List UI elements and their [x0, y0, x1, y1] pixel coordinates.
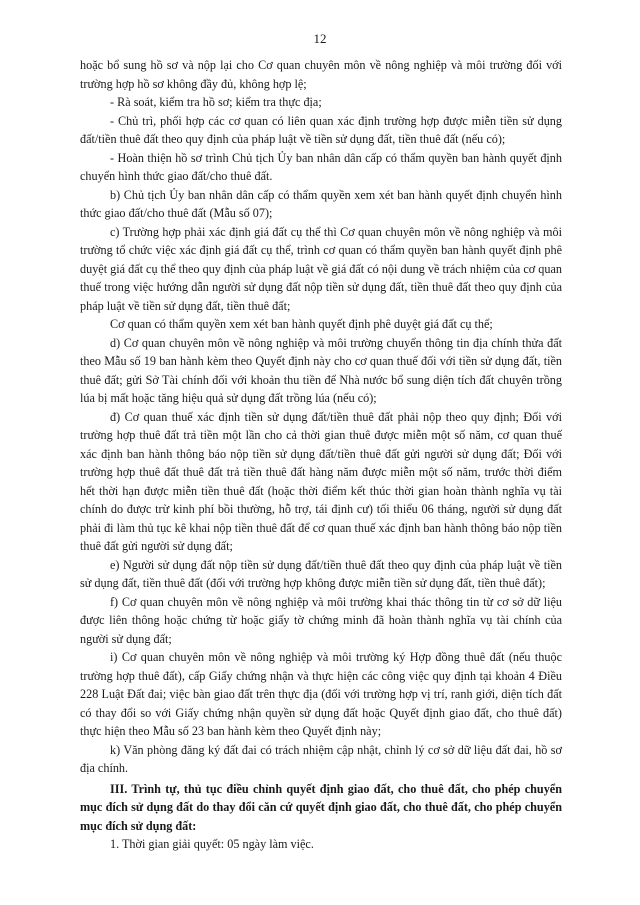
paragraph: hoặc bổ sung hồ sơ và nộp lại cho Cơ quan chuyên môn về nông nghiệp và môi trường đối với trường hợp hồ sơ không đầy đủ, không hợp lệ;	[80, 58, 562, 91]
document-body	[80, 56, 562, 854]
paragraph: k) Văn phòng đăng ký đất đai có trách nhiệm cập nhật, chỉnh lý cơ sở dữ liệu đất đai, hồ sơ địa chính.	[80, 742, 562, 775]
paragraph: b) Chủ tịch Ủy ban nhân dân cấp có thẩm quyền xem xét ban hành quyết định chuyển hình thức giao đất/cho thuê đất (Mẫu số 07);	[80, 187, 562, 220]
paragraph: f) Cơ quan chuyên môn về nông nghiệp và môi trường khai thác thông tin từ cơ sở dữ liệu được liên thông hoặc chứng từ hoặc giấy tờ chứng minh đã hoàn thành nghĩa vụ tài chính của người sử dụng đất;	[80, 594, 562, 646]
paragraph-list	[80, 56, 562, 778]
paragraph: Cơ quan có thẩm quyền xem xét ban hành quyết định phê duyệt giá đất cụ thể;	[110, 317, 493, 331]
paragraph: - Hoàn thiện hồ sơ trình Chủ tịch Ủy ban nhân dân cấp có thẩm quyền ban hành quyết định chuyển hình thức giao đất/cho thuê đất.	[80, 150, 562, 183]
paragraph: - Chủ trì, phối hợp các cơ quan có liên quan xác định trường hợp được miễn tiền sử dụng đất/tiền thuê đất theo quy định của pháp luật về tiền sử dụng đất, tiền thuê đất (nếu có);	[80, 113, 562, 146]
section-heading: III. Trình tự, thủ tục điều chỉnh quyết định giao đất, cho thuê đất, cho phép chuyển mục đích sử dụng đất do thay đổi căn cứ quyết định giao đất, cho thuê đất, cho phép chuyển mục đích sử dụng đất:	[80, 781, 562, 833]
paragraph: đ) Cơ quan thuế xác định tiền sử dụng đất/tiền thuê đất phải nộp theo quy định; Đối với trường hợp thuê đất trả tiền một lần cho cả thời gian thuê được miễn một số năm, cơ quan thuế xác định ban hành thông báo nộp tiền sử dụng đất/tiền thuê đất gửi người sử dụng đất; Đối với trường hợp thuê đất thuê đất trả tiền thuê đất hàng năm được miễn một số năm, trước thời điểm hết thời hạn được miễn tiền thuê đất (hoặc thời điểm kết thúc thời gian hoàn thành nghĩa vụ tài chính do được trừ kinh phí bồi thường, hỗ trợ, tái định cư) tối thiểu 06 tháng, người sử dụng đất phải đi làm thủ tục kê khai nộp tiền thuê đất để cơ quan thuế xác định ban hành thông báo nộp tiền thuê đất gửi người sử dụng đất;	[80, 409, 562, 553]
processing-time-line: 1. Thời gian giải quyết: 05 ngày làm việc.	[110, 837, 314, 851]
paragraph: - Rà soát, kiểm tra hồ sơ; kiểm tra thực địa;	[110, 95, 322, 109]
page-number: 12	[313, 31, 327, 46]
paragraph: e) Người sử dụng đất nộp tiền sử dụng đất/tiền thuê đất theo quy định của pháp luật về tiền sử dụng đất, tiền thuê đất (đối với trường hợp không được miễn tiền sử dụng đất, tiền thuê đất);	[80, 557, 562, 590]
paragraph: d) Cơ quan chuyên môn về nông nghiệp và môi trường chuyển thông tin địa chính thửa đất theo Mẫu số 19 ban hành kèm theo Quyết định này cho cơ quan thuế đối với tiền sử dụng đất, tiền thuê đất; gửi Sở Tài chính đối với khoản thu tiền để Nhà nước bổ sung diện tích đất chuyên trồng lúa bị mất hoặc tăng hiệu quả sử dụng đất trồng lúa (nếu có);	[80, 335, 562, 405]
paragraph: i) Cơ quan chuyên môn về nông nghiệp và môi trường ký Hợp đồng thuê đất (nếu thuộc trường hợp thuê đất), cấp Giấy chứng nhận và thực hiện các công việc quy định tại khoản 4 Điều 228 Luật Đất đai; việc bàn giao đất trên thực địa (đối với trường hợp vị trí, ranh giới, diện tích đất có thay đổi so với Giấy chứng nhận quyền sử dụng đất hoặc Quyết định giao đất, cho thuê đất) thực hiện theo Mẫu số 23 ban hành kèm theo Quyết định này;	[80, 650, 562, 738]
paragraph: c) Trường hợp phải xác định giá đất cụ thể thì Cơ quan chuyên môn về nông nghiệp và môi trường tổ chức việc xác định giá đất cụ thể, trình cơ quan có thẩm quyền ban hành quyết định phê duyệt giá đất cụ thể theo quy định của pháp luật về giá đất có nội dung về trách nhiệm của cơ quan thuế trong việc hướng dẫn người sử dụng đất nộp tiền sử dụng đất, tiền thuê đất theo quy định của pháp luật về tiền sử dụng đất, tiền thuê đất;	[80, 224, 562, 313]
